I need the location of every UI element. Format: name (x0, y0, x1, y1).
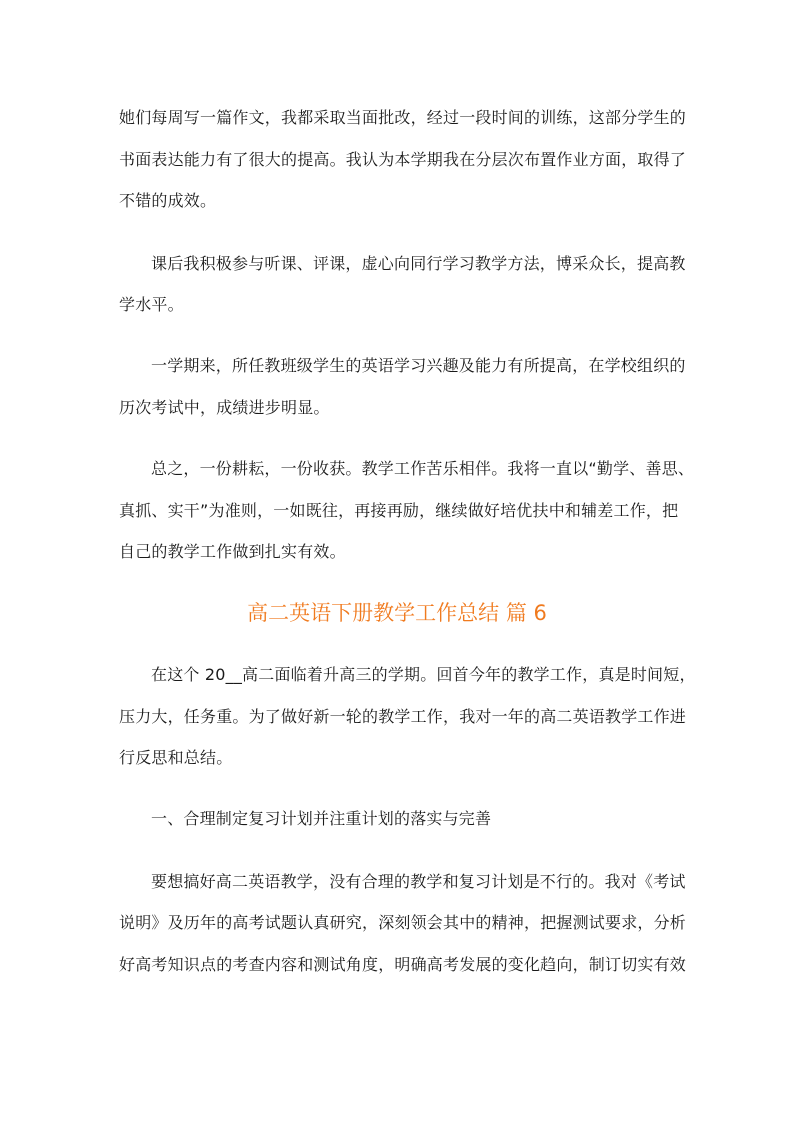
paragraph-line: 自己的教学工作做到扎实有效。 (119, 542, 346, 561)
paragraph-line: 在这个 20__高二面临着升高三的学期。回首今年的教学工作，真是时间短， (151, 665, 696, 684)
paragraph-line: 好高考知识点的考查内容和测试角度，明确高考发展的变化趋向，制订切实有效 (119, 955, 687, 974)
paragraph-line: 真抓、实干”为准则，一如既往，再接再励，继续做好培优扶中和辅差工作，把 (119, 501, 679, 520)
paragraph-line: 压力大，任务重。为了做好新一轮的教学工作，我对一年的高二英语教学工作进 (119, 707, 687, 726)
paragraph-line: 她们每周写一篇作文，我都采取当面批改，经过一段时间的训练，这部分学生的 (119, 108, 687, 127)
paragraph-line: 不错的成效。 (119, 191, 217, 210)
paragraph-line: 学水平。 (119, 295, 184, 314)
subsection-title: 一、合理制定复习计划并注重计划的落实与完善 (151, 809, 492, 828)
paragraph-line: 要想搞好高二英语教学，没有合理的教学和复习计划是不行的。我对《考试 (151, 872, 686, 891)
paragraph-line: 课后我积极参与听课、评课，虚心向同行学习教学方法，博采众长，提高教 (151, 254, 686, 273)
paragraph-line: 行反思和总结。 (119, 748, 233, 767)
paragraph-line: 书面表达能力有了很大的提高。我认为本学期我在分层次布置作业方面，取得了 (119, 150, 687, 169)
paragraph-line: 总之，一份耕耘，一份收获。教学工作苦乐相伴。我将一直以“勤学、善思、 (151, 459, 695, 478)
section-heading: 高二英语下册教学工作总结 篇 6 (247, 601, 547, 625)
paragraph-line: 说明》及历年的高考试题认真研究，深刻领会其中的精神，把握测试要求，分析 (119, 913, 687, 932)
paragraph-line: 历次考试中，成绩进步明显。 (119, 398, 330, 417)
paragraph-line: 一学期来，所任教班级学生的英语学习兴趣及能力有所提高，在学校组织的 (151, 356, 686, 375)
